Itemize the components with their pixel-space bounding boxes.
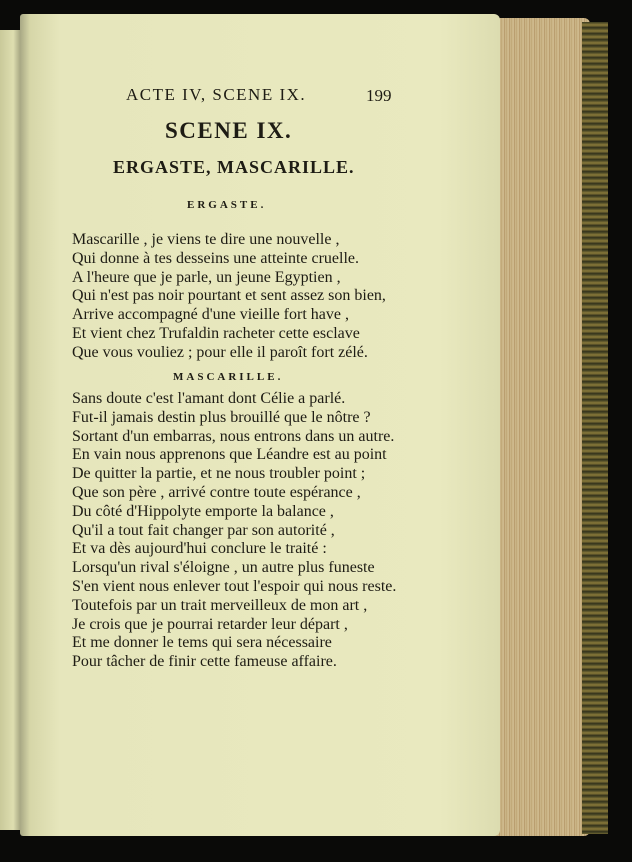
book-cover-edge bbox=[582, 22, 608, 834]
verse-line: Fut-il jamais destin plus brouillé que le nôtre ? bbox=[72, 408, 371, 426]
verse-line: Je crois que je pourrai retarder leur départ , bbox=[72, 615, 348, 633]
verse-line: Toutefois par un trait merveilleux de mon art , bbox=[72, 596, 368, 614]
verse-line: Sans doute c'est l'amant dont Célie a parlé. bbox=[72, 390, 346, 407]
verse-line: Qui donne à tes desseins une atteinte cruelle. bbox=[72, 249, 360, 267]
speech-verse bbox=[72, 231, 386, 363]
verse-line: Lorsqu'un rival s'éloigne , un autre plus funeste bbox=[72, 559, 375, 577]
verse-line: S'en vient nous enlever tout l'espoir qui nous reste. bbox=[72, 577, 397, 595]
verse-line: A l'heure que je parle, un jeune Egyptien , bbox=[72, 268, 341, 286]
verse-line: Que son père , arrivé contre toute espérance , bbox=[72, 483, 361, 501]
verse-line: Et me donner le tems qui sera nécessaire bbox=[72, 634, 332, 652]
scene-title: SCENE IX. bbox=[165, 118, 293, 143]
verse-line: En vain nous apprenons que Léandre est au point bbox=[72, 446, 387, 464]
verse-line: Et va dès aujourd'hui conclure le traité : bbox=[72, 540, 327, 558]
page-number: 199 bbox=[366, 86, 392, 105]
speech-verse bbox=[72, 390, 396, 672]
verse-line: Que vous vouliez ; pour elle il paroît fort zélé. bbox=[72, 343, 368, 361]
verse-line: Arrive accompagné d'une vieille fort have , bbox=[72, 306, 349, 324]
verse-line: Pour tâcher de finir cette fameuse affaire. bbox=[72, 653, 337, 671]
verse-line: Du côté d'Hippolyte emporte la balance , bbox=[72, 502, 334, 520]
verse-line: Qu'il a tout fait changer par son autorité , bbox=[72, 521, 335, 539]
verse-line: Qui n'est pas noir pourtant et sent assez son bien, bbox=[72, 287, 386, 305]
verse-line: De quitter la partie, et ne nous troubler point ; bbox=[72, 465, 366, 483]
verse-line: Et vient chez Trufaldin racheter cette esclave bbox=[72, 324, 360, 342]
verse-line: Sortant d'un embarras, nous entrons dans un autre. bbox=[72, 427, 395, 445]
speaker-name: MASCARILLE. bbox=[173, 371, 284, 383]
verse-line: Mascarille , je viens te dire une nouvelle , bbox=[72, 231, 340, 248]
facing-page-edge bbox=[0, 30, 22, 830]
character-list: ERGASTE, MASCARILLE. bbox=[113, 157, 355, 177]
speaker-name: ERGASTE. bbox=[187, 199, 267, 211]
page-edges bbox=[490, 18, 590, 836]
running-head: ACTE IV, SCENE IX. bbox=[126, 85, 307, 104]
